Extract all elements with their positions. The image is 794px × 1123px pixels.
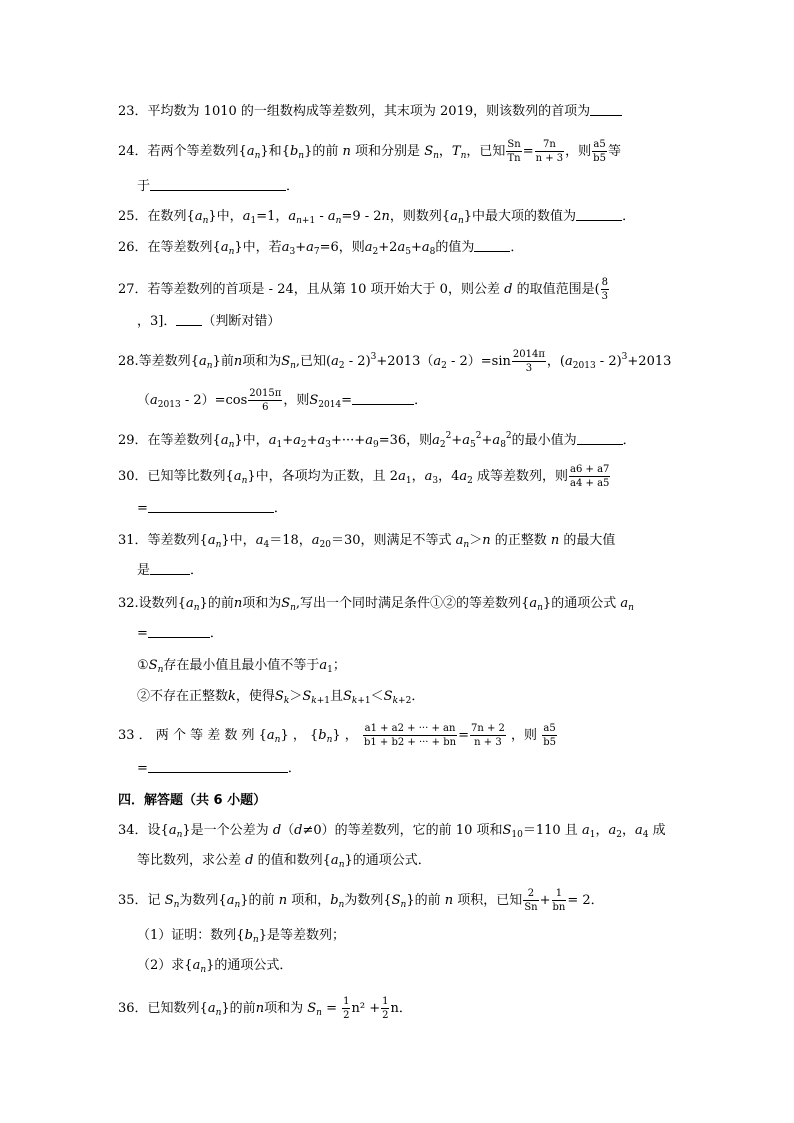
question-32-line2: = ． bbox=[137, 626, 223, 641]
answer-blank bbox=[150, 178, 286, 191]
section-title: 四．解答题（共 6 小题） bbox=[118, 793, 267, 808]
fraction: $\frac{2}{Sn}$ bbox=[524, 888, 538, 913]
fraction: $\frac{1}{2}$ bbox=[382, 996, 389, 1021]
answer-blank bbox=[148, 625, 210, 638]
question-25: 25．在数列$\{a_n\}$中，$a_1=1$，$a_{n+1} - a_n=9 - 2n$，则数列$\{a_n\}$中最大项的数值为 ． bbox=[118, 209, 636, 226]
fraction: $\frac{1}{2}$ bbox=[343, 996, 350, 1021]
answer-blank bbox=[148, 760, 288, 773]
answer-blank bbox=[576, 208, 622, 221]
question-28: 28.等差数列$\{a_n\}$前n项和为$S_n$,已知$(a_2 - 2)^3+2013(a_2 - 2)=\sin$ $\frac{2014\pi}{3}$ ，$(a_{2013} - 2)^3+2013$ bbox=[118, 349, 672, 374]
question-31-line2: 是 ． bbox=[137, 563, 204, 578]
question-35-part-1: （1）证明：数列$\{b_n\}$是等差数列； bbox=[137, 928, 345, 945]
question-30: 30．已知等比数列$\{a_n\}$中，各项均为正数，且 $2a_1$，$a_3$，$4a_2$ 成等差数列，则 $\frac{a6 + a7}{a4 + a5}$ bbox=[118, 464, 610, 489]
fraction: $\frac{1}{bn}$ bbox=[552, 888, 566, 913]
question-32-condition-1: $①S_n$存在最小值且最小值不等于$a_1$； bbox=[137, 658, 346, 675]
question-32-condition-2: ②不存在正整数k，使得$S_k>S_{k+1}$且$S_{k+1}<S_{k+2}$． bbox=[137, 689, 425, 706]
question-26: 26．在等差数列$\{a_n\}$中，若$a_3+a_7=6$，则$a_2+2a_5+a_8$的值为 ． bbox=[118, 240, 524, 257]
question-23: 23．平均数为 1010 的一组数构成等差数列，其末项为 2019，则该数列的首项为 bbox=[118, 103, 622, 121]
question-27: 27．若等差数列的首项是 - 24，且从第 10 项开始大于 0，则公差 d 的取值范围是( $\frac{8}{3}$ bbox=[118, 277, 609, 302]
fraction: $\frac{a1 + a2 + \cdot\cdot\cdot + an}{b1 + b2 + \cdot\cdot\cdot + bn}$ bbox=[363, 723, 457, 748]
question-32: 32.设数列$\{a_n\}$的前n项和为$S_n$,写出一个同时满足条件①②的等差数列$\{a_n\}$的通项公式 $a_n$ bbox=[118, 596, 634, 613]
question-33-line2: = ． bbox=[137, 761, 301, 776]
fraction: $\frac{a5}{b5}$ bbox=[543, 723, 556, 748]
question-29: 29．在等差数列$\{a_n\}$中，$a_1+a_2+a_3+\cdot\cdot\cdot+a_9=36$，则$a_2^2+a_5^2+a_8^2$的最小值为 ． bbox=[118, 431, 636, 450]
question-24: 24．若两个等差数列$\{a_n\}$和$\{b_n\}$的前 n 项和分别是 $S_n$，$T_n$，已知 $\frac{Sn}{Tn}$ = $\frac{7n}{n + 3}$ ，则 $\frac{a5}{b5}$ 等 bbox=[118, 139, 621, 164]
fraction: $\frac{7n + 2}{n + 3}$ bbox=[470, 723, 505, 748]
fraction: $\frac{2015\pi}{6}$ bbox=[249, 388, 282, 413]
fraction: $\frac{8}{3}$ bbox=[601, 277, 609, 302]
answer-blank bbox=[150, 562, 190, 575]
question-35-part-2: （2）求$\{a_n\}$的通项公式． bbox=[137, 958, 293, 975]
question-30-line2: = ． bbox=[137, 501, 287, 516]
answer-blank bbox=[148, 500, 274, 513]
fraction: $\frac{Sn}{Tn}$ bbox=[507, 139, 521, 164]
question-27-line2: ，3]． （判断对错） bbox=[137, 314, 281, 329]
fraction: $\frac{2014\pi}{3}$ bbox=[512, 349, 545, 374]
answer-blank bbox=[352, 392, 414, 405]
question-24-line2: 于 ． bbox=[137, 179, 300, 194]
fraction: $\frac{a6 + a7}{a4 + a5}$ bbox=[570, 464, 610, 489]
question-31: 31．等差数列$\{a_n\}$中，$a_4=18$，$a_{20}=30$，则满足不等式 $a_n>n$ 的正整数 n 的最大值 bbox=[118, 533, 616, 550]
answer-blank bbox=[590, 103, 622, 116]
question-33: 33 ． 两 个 等 差 数 列 $\{a_n\}$ ， $\{b_n\}$ ， $\frac{a1 + a2 + \cdot\cdot\cdot + an}{b1 + b2 + \cdot\cdot\cdot + bn}$ = $\frac{7n + 2}{n + 3}$ ，则 $\frac{a5}{b5}$ bbox=[118, 723, 556, 748]
fraction: $\frac{7n}{n + 3}$ bbox=[535, 139, 564, 164]
answer-blank bbox=[577, 432, 623, 445]
answer-blank bbox=[176, 313, 202, 326]
question-34: 34．设$\{a_n\}$是一个公差为 d（d≠0）的等差数列，它的前 10 项和$S_{10}=110$ 且 $a_1$，$a_2$，$a_4$ 成 bbox=[118, 823, 666, 840]
answer-blank bbox=[474, 239, 510, 252]
fraction: $\frac{a5}{b5}$ bbox=[593, 139, 606, 164]
question-28-line2: $(a_{2013} - 2)=\cos$ $\frac{2015\pi}{6}$ ，则$S_{2014}=$ ． bbox=[137, 388, 428, 413]
question-36: 36．已知数列$\{a_n\}$的前n项和为 $S_n$ = $\frac{1}{2}$ n² + $\frac{1}{2}$ n． bbox=[118, 996, 412, 1021]
question-34-line2: 等比数列，求公差 d 的值和数列$\{a_n\}$的通项公式． bbox=[137, 853, 431, 870]
question-35: 35．记 $S_n$为数列$\{a_n\}$的前 n 项和，$b_n$为数列$\{S_n\}$的前 n 项积，已知 $\frac{2}{Sn}$ + $\frac{1}{bn}$ = 2． bbox=[118, 888, 604, 913]
